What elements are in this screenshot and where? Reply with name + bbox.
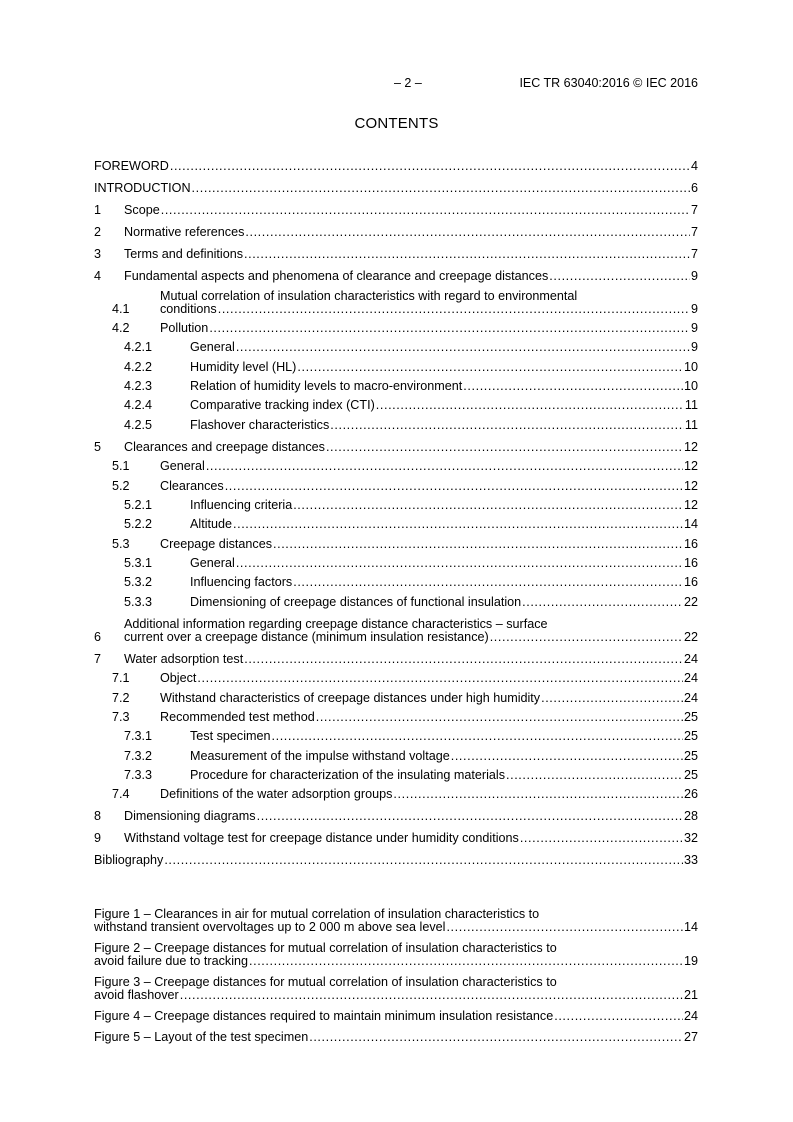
dot-leader: [541, 692, 683, 705]
page-ref: 33: [683, 853, 698, 868]
section-number: 4.2.4: [124, 398, 153, 413]
entry-title: Normative references: [124, 225, 245, 239]
dot-leader: [309, 1031, 683, 1044]
entry-body: [160, 788, 698, 801]
contents-heading: CONTENTS: [354, 115, 439, 132]
entry-title: General: [190, 340, 235, 355]
entry-body: [94, 976, 698, 1002]
entry-title: Clearances: [160, 478, 224, 493]
toc-entry[interactable]: [94, 672, 698, 685]
toc-entry[interactable]: [94, 290, 698, 316]
dot-leader: [192, 182, 690, 195]
figure-entry[interactable]: [94, 942, 698, 968]
page-ref: 16: [683, 536, 698, 551]
entry-title: Flashover characteristics: [190, 417, 330, 432]
toc-entry[interactable]: [94, 711, 698, 724]
entry-title: Dimensioning of creepage distances of functional insulation: [190, 594, 522, 609]
entry-title: Bibliography: [94, 853, 164, 868]
dot-leader: [236, 557, 683, 570]
entry-title: General: [160, 459, 205, 473]
entry-body: [190, 399, 698, 412]
toc-entry[interactable]: [94, 730, 698, 743]
entry-line: [190, 361, 698, 374]
dot-leader: [463, 380, 683, 393]
entry-body: [160, 322, 698, 335]
dot-leader: [245, 226, 690, 239]
entry-line: [160, 672, 698, 685]
page-ref: 12: [683, 439, 698, 454]
dot-leader: [206, 460, 683, 473]
page-ref: 4: [690, 159, 698, 173]
page-ref: 14: [683, 517, 698, 532]
entry-body: [160, 480, 698, 493]
dot-leader: [161, 204, 690, 217]
toc-entry[interactable]: [94, 769, 698, 782]
page-ref: 25: [683, 729, 698, 744]
entry-body: [94, 854, 698, 867]
page-ref: 25: [683, 748, 698, 763]
entry-title: Figure 5 – Layout of the test specimen: [94, 1030, 309, 1045]
entry-line: [190, 750, 698, 763]
toc-entry[interactable]: [94, 226, 698, 239]
dot-leader: [393, 788, 683, 801]
entry-line: [190, 557, 698, 570]
entry-body: [190, 750, 698, 763]
entry-line: [190, 730, 698, 743]
entry-body: [190, 769, 698, 782]
entry-title: Figure 4 – Creepage distances required to maintain minimum insulation resistance: [94, 1009, 554, 1024]
entry-line: [190, 499, 698, 512]
entry-line: [124, 653, 698, 666]
section-number: 9: [94, 831, 102, 846]
section-number: 7.3.1: [124, 729, 153, 744]
entry-title: General: [190, 555, 235, 570]
entry-body: [124, 810, 698, 823]
entry-body: [124, 832, 698, 845]
entry-body: [190, 596, 698, 609]
entry-body: [190, 730, 698, 743]
entry-body: [190, 576, 698, 589]
page-ref: 9: [690, 340, 698, 355]
dot-leader: [249, 955, 683, 968]
dot-leader: [490, 631, 683, 644]
toc-entry[interactable]: [94, 518, 698, 531]
entry-title: Scope: [124, 203, 160, 217]
page-ref: 21: [683, 988, 698, 1003]
entry-line: [94, 1031, 698, 1044]
dot-leader: [451, 750, 683, 763]
entry-title: Procedure for characterization of the insulating materials: [190, 767, 506, 782]
entry-body: [124, 248, 698, 261]
entry-line: [124, 832, 698, 845]
entry-line: [190, 596, 698, 609]
toc-entry[interactable]: [94, 854, 698, 867]
dot-leader: [330, 419, 684, 432]
entry-title: Withstand voltage test for creepage distance under humidity conditions: [124, 831, 519, 846]
entry-title: Pollution: [160, 321, 209, 335]
toc-entry[interactable]: [94, 480, 698, 493]
entry-body: [94, 908, 698, 934]
page-ref: 28: [683, 809, 698, 824]
entry-line: [124, 441, 698, 454]
section-number: 4.2: [112, 321, 130, 335]
page-ref: 14: [683, 920, 698, 935]
page-ref: 25: [683, 710, 698, 724]
section-number: 4: [94, 269, 102, 283]
entry-title: Relation of humidity levels to macro-environment: [190, 378, 463, 393]
section-number: 5.1: [112, 459, 130, 473]
section-number: 7.3.2: [124, 748, 153, 763]
entry-line: [160, 460, 698, 473]
section-number: 1: [94, 203, 102, 217]
page-ref: 19: [683, 954, 698, 969]
entry-body: [124, 441, 698, 454]
entry-line: [94, 1010, 698, 1023]
toc-entry[interactable]: [94, 618, 698, 644]
section-number: 5.3.2: [124, 575, 153, 590]
entry-title: Measurement of the impulse withstand voltage: [190, 748, 450, 763]
page-ref: 26: [683, 787, 698, 802]
page-ref: 7: [690, 247, 698, 261]
section-number: 3: [94, 247, 102, 261]
entry-body: [190, 499, 698, 512]
section-number: 5: [94, 439, 102, 454]
entry-title: avoid failure due to tracking: [94, 954, 249, 969]
entry-title: Recommended test method: [160, 710, 315, 724]
toc-entry[interactable]: [94, 538, 698, 551]
entry-title: Terms and definitions: [124, 247, 244, 261]
toc-entry[interactable]: [94, 248, 698, 261]
section-number: 5.3: [112, 536, 130, 551]
section-number: 6: [94, 629, 102, 644]
entry-title-line: Additional information regarding creepage distance characteristics – surface: [124, 616, 548, 631]
entry-body: [94, 1031, 698, 1044]
entry-body: [124, 204, 698, 217]
page-ref: 12: [683, 497, 698, 512]
entry-body: [190, 341, 698, 354]
page-ref: 16: [683, 555, 698, 570]
toc-entry[interactable]: [94, 270, 698, 283]
page-ref: 16: [683, 575, 698, 590]
page-ref: 7: [690, 225, 698, 239]
toc-entry[interactable]: [94, 460, 698, 473]
page-header: [94, 76, 698, 92]
entry-line: [160, 538, 698, 551]
entry-body: [190, 361, 698, 374]
toc-entry[interactable]: [94, 810, 698, 823]
entry-line: [94, 854, 698, 867]
toc-entry[interactable]: [94, 692, 698, 705]
entry-line: [190, 419, 698, 432]
document-reference: IEC TR 63040:2016 © IEC 2016: [519, 76, 698, 90]
entry-line: [160, 303, 698, 316]
entry-body: [190, 518, 698, 531]
dot-leader: [164, 854, 683, 867]
dot-leader: [326, 441, 683, 454]
toc-entry[interactable]: [94, 160, 698, 173]
entry-body: [94, 942, 698, 968]
entry-line: [160, 788, 698, 801]
entry-line: [94, 160, 698, 173]
figure-entry[interactable]: [94, 908, 698, 934]
section-number: 5.2: [112, 478, 130, 493]
entry-title: Object: [160, 671, 197, 685]
entry-line: [160, 692, 698, 705]
section-number: 4.2.5: [124, 417, 153, 432]
dot-leader: [209, 322, 690, 335]
section-number: 5.2.1: [124, 497, 153, 512]
section-number: 4.2.1: [124, 340, 153, 355]
entry-body: [160, 711, 698, 724]
entry-title: INTRODUCTION: [94, 181, 191, 195]
entry-body: [94, 1010, 698, 1023]
page-ref: 11: [684, 417, 698, 432]
entry-body: [94, 160, 698, 173]
dot-leader: [293, 499, 683, 512]
entry-title-line: Figure 2 – Creepage distances for mutual correlation of insulation characteristics to: [94, 941, 557, 956]
entry-line: [94, 955, 698, 968]
entry-body: [94, 182, 698, 195]
entry-title: withstand transient overvoltages up to 2 000 m above sea level: [94, 920, 446, 935]
entry-body: [160, 290, 698, 316]
entry-line: [190, 518, 698, 531]
toc-entry[interactable]: [94, 788, 698, 801]
entry-title: Dimensioning diagrams: [124, 809, 256, 824]
toc-entry[interactable]: [94, 499, 698, 512]
dot-leader: [297, 361, 683, 374]
entry-body: [160, 538, 698, 551]
entry-body: [124, 226, 698, 239]
entry-line: [124, 248, 698, 261]
dot-leader: [218, 303, 690, 316]
entry-line: [124, 631, 698, 644]
entry-title: Clearances and creepage distances: [124, 439, 325, 454]
entry-line: [94, 921, 698, 934]
dot-leader: [446, 921, 683, 934]
entry-body: [124, 653, 698, 666]
dot-leader: [257, 810, 683, 823]
section-number: 7.3.3: [124, 767, 153, 782]
dot-leader: [293, 576, 683, 589]
entry-line: [124, 204, 698, 217]
entry-body: [190, 419, 698, 432]
entry-title: Test specimen: [190, 729, 271, 744]
entry-body: [190, 557, 698, 570]
entry-title: Humidity level (HL): [190, 359, 297, 374]
entry-body: [124, 618, 698, 644]
section-number: 5.2.2: [124, 517, 153, 532]
entry-line: [124, 226, 698, 239]
entry-line: [190, 769, 698, 782]
section-number: 2: [94, 225, 102, 239]
section-number: 7.4: [112, 787, 130, 802]
dot-leader: [225, 480, 683, 493]
entry-line: [190, 576, 698, 589]
section-number: 5.3.1: [124, 555, 153, 570]
figure-entry[interactable]: [94, 976, 698, 1002]
entry-title: conditions: [160, 301, 217, 316]
entry-title: Influencing criteria: [190, 497, 293, 512]
toc-entry[interactable]: [94, 576, 698, 589]
entry-line: [94, 989, 698, 1002]
toc-entry[interactable]: [94, 361, 698, 374]
page-ref: 9: [690, 269, 698, 283]
page-ref: 7: [690, 203, 698, 217]
dot-leader: [520, 832, 683, 845]
page-ref: 22: [683, 594, 698, 609]
section-number: 4.1: [112, 301, 130, 316]
entry-title: FOREWORD: [94, 159, 169, 173]
page-ref: 10: [683, 378, 698, 393]
page-ref: 24: [683, 671, 698, 685]
page-ref: 11: [684, 398, 698, 413]
entry-body: [190, 380, 698, 393]
page-ref: 12: [683, 459, 698, 473]
section-number: 7.1: [112, 671, 130, 685]
page-ref: 24: [683, 690, 698, 705]
dot-leader: [244, 653, 683, 666]
section-number: 5.3.3: [124, 594, 153, 609]
page-number: – 2 –: [394, 76, 422, 90]
entry-line: [124, 270, 698, 283]
entry-title: Creepage distances: [160, 536, 273, 551]
section-number: 4.2.2: [124, 359, 153, 374]
toc-entry[interactable]: [94, 322, 698, 335]
dot-leader: [549, 270, 690, 283]
section-number: 7.2: [112, 690, 130, 705]
section-number: 8: [94, 809, 102, 824]
page-ref: 32: [683, 831, 698, 846]
entry-title-line: Figure 3 – Creepage distances for mutual correlation of insulation characteristics to: [94, 975, 557, 990]
entry-title: avoid flashover: [94, 988, 179, 1003]
entry-title: Withstand characteristics of creepage distances under high humidity: [160, 690, 541, 705]
page-ref: 24: [683, 651, 698, 666]
entry-body: [124, 270, 698, 283]
entry-title: Water adsorption test: [124, 651, 244, 666]
page-ref: 12: [683, 478, 698, 493]
dot-leader: [236, 341, 690, 354]
entry-body: [160, 672, 698, 685]
page-ref: 9: [690, 301, 698, 316]
page-ref: 6: [690, 181, 698, 195]
entry-body: [160, 692, 698, 705]
section-number: 7.3: [112, 710, 130, 724]
figure-entry[interactable]: [94, 1031, 698, 1044]
toc-entry[interactable]: [94, 419, 698, 432]
toc-entry[interactable]: [94, 832, 698, 845]
entry-line: [190, 380, 698, 393]
page-ref: 10: [683, 359, 698, 374]
dot-leader: [376, 399, 684, 412]
entry-title: Fundamental aspects and phenomena of clearance and creepage distances: [124, 269, 549, 283]
entry-title: Definitions of the water adsorption groups: [160, 787, 393, 802]
page-ref: 25: [683, 767, 698, 782]
page-ref: 9: [690, 321, 698, 335]
entry-line: [124, 810, 698, 823]
entry-line: [160, 480, 698, 493]
toc-entry[interactable]: [94, 557, 698, 570]
toc-entry[interactable]: [94, 380, 698, 393]
entry-body: [160, 460, 698, 473]
dot-leader: [233, 518, 683, 531]
toc-entry[interactable]: [94, 750, 698, 763]
entry-line: [190, 399, 698, 412]
section-number: 7: [94, 651, 102, 666]
toc-entry[interactable]: [94, 182, 698, 195]
entry-title: Altitude: [190, 517, 233, 532]
entry-title-line: Mutual correlation of insulation characteristics with regard to environmental: [160, 288, 578, 303]
page-ref: 27: [683, 1030, 698, 1045]
entry-title-line: Figure 1 – Clearances in air for mutual correlation of insulation characteristics to: [94, 907, 540, 922]
dot-leader: [506, 769, 683, 782]
dot-leader: [170, 160, 690, 173]
dot-leader: [316, 711, 683, 724]
toc-entry[interactable]: [94, 399, 698, 412]
toc-entry[interactable]: [94, 204, 698, 217]
entry-line: [94, 182, 698, 195]
toc-entry[interactable]: [94, 653, 698, 666]
entry-line: [160, 711, 698, 724]
toc-entry[interactable]: [94, 441, 698, 454]
entry-line: [190, 341, 698, 354]
entry-line: [160, 322, 698, 335]
entry-title: current over a creepage distance (minimum insulation resistance): [124, 629, 489, 644]
dot-leader: [197, 672, 683, 685]
dot-leader: [273, 538, 683, 551]
dot-leader: [554, 1010, 683, 1023]
page-ref: 22: [683, 629, 698, 644]
entry-title: Influencing factors: [190, 575, 293, 590]
figure-entry[interactable]: [94, 1010, 698, 1023]
dot-leader: [180, 989, 683, 1002]
dot-leader: [522, 596, 683, 609]
entry-title: Comparative tracking index (CTI): [190, 398, 375, 413]
section-number: 4.2.3: [124, 378, 153, 393]
dot-leader: [272, 730, 683, 743]
toc-entry[interactable]: [94, 596, 698, 609]
page-ref: 24: [683, 1009, 698, 1024]
dot-leader: [244, 248, 690, 261]
toc-entry[interactable]: [94, 341, 698, 354]
